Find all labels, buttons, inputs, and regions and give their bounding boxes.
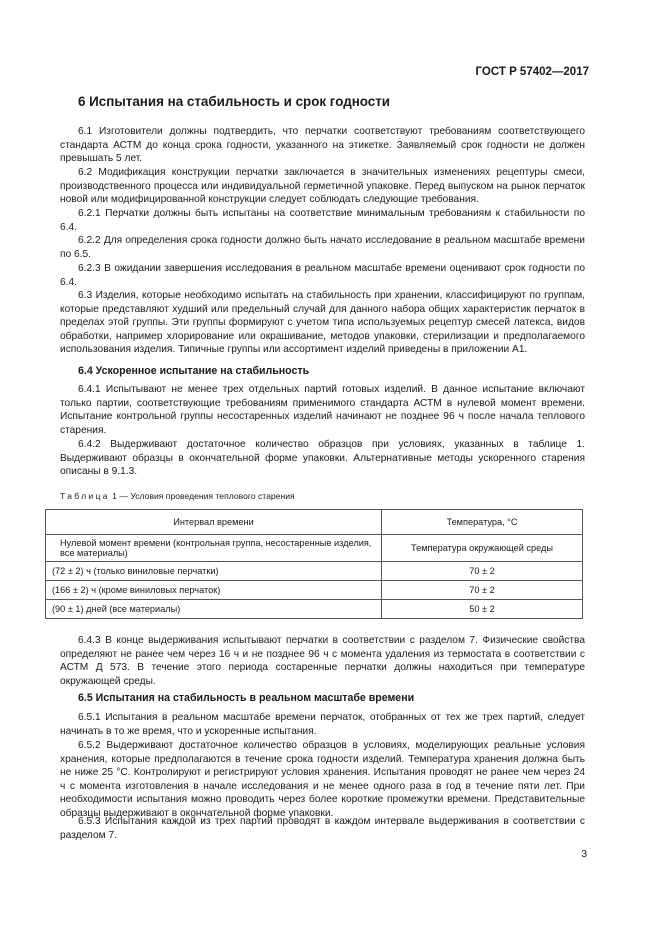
table-cell-temperature: 50 ± 2 bbox=[382, 600, 583, 619]
table-row bbox=[46, 535, 583, 562]
page-number: 3 bbox=[581, 849, 587, 860]
table-header-temperature: Температура, °С bbox=[382, 510, 583, 535]
paragraph-6-1: 6.1 Изготовители должны подтвердить, что перчатки соответствуют требованиям соответствующего стандарта АСТМ до конца срока годности, указанного на этикетке. Заявляемый срок годности не должен превышать 5 лет. bbox=[60, 126, 585, 165]
paragraph-6-4-2: 6.4.2 Выдерживают достаточное количество образцов при условиях, указанных в таблице 1. Выдерживают образцы в окончательной форме упаковки. Альтернативные методы ускоренного старения описаны в 9.1.3. bbox=[60, 439, 585, 478]
paragraph-6-2-2: 6.2.2 Для определения срока годности должно быть начато исследование в реальном масштабе времени по 6.5. bbox=[60, 235, 585, 260]
table-cell-interval: (72 ± 2) ч (только виниловые перчатки) bbox=[46, 562, 382, 581]
table-caption-label: Таблица bbox=[60, 491, 110, 501]
table-cell-temperature: 70 ± 2 bbox=[382, 581, 583, 600]
table-row bbox=[46, 562, 583, 581]
table-cell-interval: Нулевой момент времени (контрольная группа, несостаренные изделия, все материалы) bbox=[46, 535, 382, 562]
table-cell-interval: (90 ± 1) дней (все материалы) bbox=[46, 600, 382, 619]
table-row bbox=[46, 600, 583, 619]
paragraph-6-3: 6.3 Изделия, которые необходимо испытать на стабильность при хранении, классифицируют по группам, которые представляют худший или предельный случай для данного набора общих характеристик перчаток в пределах этой группы. Эти группы формируют с учетом типа используемых рецептур смесей латекса, видов обработки, например хлорирование или окрашивание, методов упаковки, стерилизации и предполагаемого использования изделия. Типичные группы или ассортимент изделий приведены в приложении А1. bbox=[60, 290, 585, 356]
table-caption bbox=[60, 491, 295, 501]
paragraph-6-4-1: 6.4.1 Испытывают не менее трех отдельных партий готовых изделий. В данное испытание включают только партии, соответствующие требованиям применимого стандарта АСТМ в нулевой момент времени. Испытание контрольной группы несостаренных изделий начинают не позднее 96 ч после начала теплового старения. bbox=[60, 384, 585, 436]
subsection-title-6-5: 6.5 Испытания на стабильность в реальном масштабе времени bbox=[78, 692, 415, 704]
table-cell-interval: (166 ± 2) ч (кроме виниловых перчаток) bbox=[46, 581, 382, 600]
table-cell-temperature: Температура окружающей среды bbox=[382, 535, 583, 562]
paragraph-6-4-3: 6.4.3 В конце выдерживания испытывают перчатки в соответствии с разделом 7. Физические свойства определяют не ранее чем через 16 ч и не позднее 96 ч с момента удаления из термостата в соответствии с АСТМ Д 573. В течение этого периода состаренные перчатки должны находиться при температуре окружающей среды. bbox=[60, 635, 585, 687]
table-header-interval: Интервал времени bbox=[46, 510, 382, 535]
section-title: 6 Испытания на стабильность и срок годности bbox=[78, 94, 391, 109]
paragraph-6-5-2: 6.5.2 Выдерживают достаточное количество образцов в условиях, моделирующих реальные условия хранения, которые предполагаются в течение срока годности изделий. Температура хранения должна быть не ниже 25 °С. Контролируют и регистрируют условия хранения. Испытания проводят не ранее чем через 24 ч с момента изготовления в начале исследования и не менее одного раза в год в течение пяти лет. При необходимости испытания можно проводить через более короткие промежутки времени. Представительные образцы выдерживают в окончательной форме упаковки. bbox=[60, 740, 585, 819]
paragraph-6-5-1: 6.5.1 Испытания в реальном масштабе времени перчаток, отобранных от тех же трех партий, следует начинать в то же время, что и ускоренные испытания. bbox=[60, 712, 585, 737]
document-code: ГОСТ Р 57402—2017 bbox=[475, 66, 589, 78]
table-header-row bbox=[46, 510, 583, 535]
subsection-title-6-4: 6.4 Ускоренное испытание на стабильность bbox=[78, 365, 310, 377]
paragraph-6-5-3: 6.5.3 Испытания каждой из трех партий проводят в каждом интервале выдерживания в соответствии с разделом 7. bbox=[60, 816, 585, 841]
paragraph-6-2-1: 6.2.1 Перчатки должны быть испытаны на соответствие минимальным требованиям к стабильности по 6.4. bbox=[60, 208, 585, 233]
table-caption-text: 1 — Условия проведения теплового старения bbox=[109, 491, 295, 501]
paragraph-6-2-3: 6.2.3 В ожидании завершения исследования в реальном масштабе времени оценивают срок годности по 6.4. bbox=[60, 263, 585, 288]
paragraph-6-2: 6.2 Модификация конструкции перчатки заключается в значительных изменениях рецептуры смеси, производственного процесса или индивидуальной герметичной упаковке. Перед выпуском на рынок перчаток новой или модифицированной конструкции следует соблюдать следующие требования. bbox=[60, 167, 585, 206]
table-row bbox=[46, 581, 583, 600]
table-cell-temperature: 70 ± 2 bbox=[382, 562, 583, 581]
aging-conditions-table bbox=[45, 509, 583, 619]
